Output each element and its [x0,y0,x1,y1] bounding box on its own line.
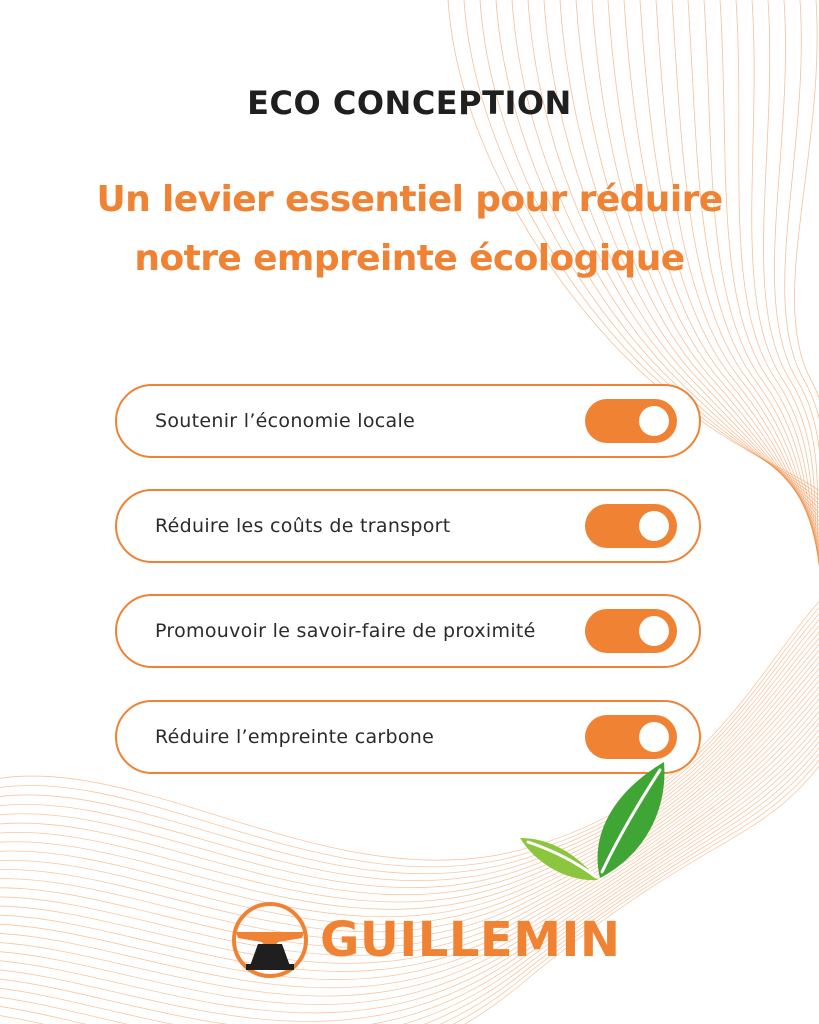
toggle-knob [639,406,669,436]
headline [40,170,779,288]
option-label: Réduire l’empreinte carbone [155,726,435,748]
option-label: Soutenir l’économie locale [155,410,416,432]
eyebrow-title: ECO CONCEPTION [247,84,572,122]
wave-line [0,644,819,924]
wave-line [0,650,819,932]
brand-logo [230,900,621,980]
wave-line [0,746,819,1024]
option-label: Réduire les coûts de transport [155,515,451,537]
wave-line [0,656,819,940]
option-row-local-economy [115,384,701,458]
toggle-switch-local-know-how[interactable] [585,609,677,653]
wave-line [0,752,819,1024]
headline-line-1: Un levier essentiel pour réduire [96,179,723,220]
toggle-knob [639,511,669,541]
anvil-logo-icon [230,900,310,980]
wave-line [0,740,819,1024]
option-row-transport-costs [115,489,701,563]
toggle-knob [639,616,669,646]
toggle-switch-carbon-footprint[interactable] [585,715,677,759]
green-leaves-icon [518,760,668,882]
toggle-knob [639,722,669,752]
headline-line-2: notre empreinte écologique [134,238,685,279]
option-label: Promouvoir le savoir-faire de proximité [155,620,536,642]
toggle-switch-transport-costs[interactable] [585,504,677,548]
brand-name: GUILLEMIN [320,912,621,968]
toggle-switch-local-economy[interactable] [585,399,677,443]
option-row-local-know-how [115,594,701,668]
wave-line [0,638,819,917]
wave-line [0,734,819,1024]
